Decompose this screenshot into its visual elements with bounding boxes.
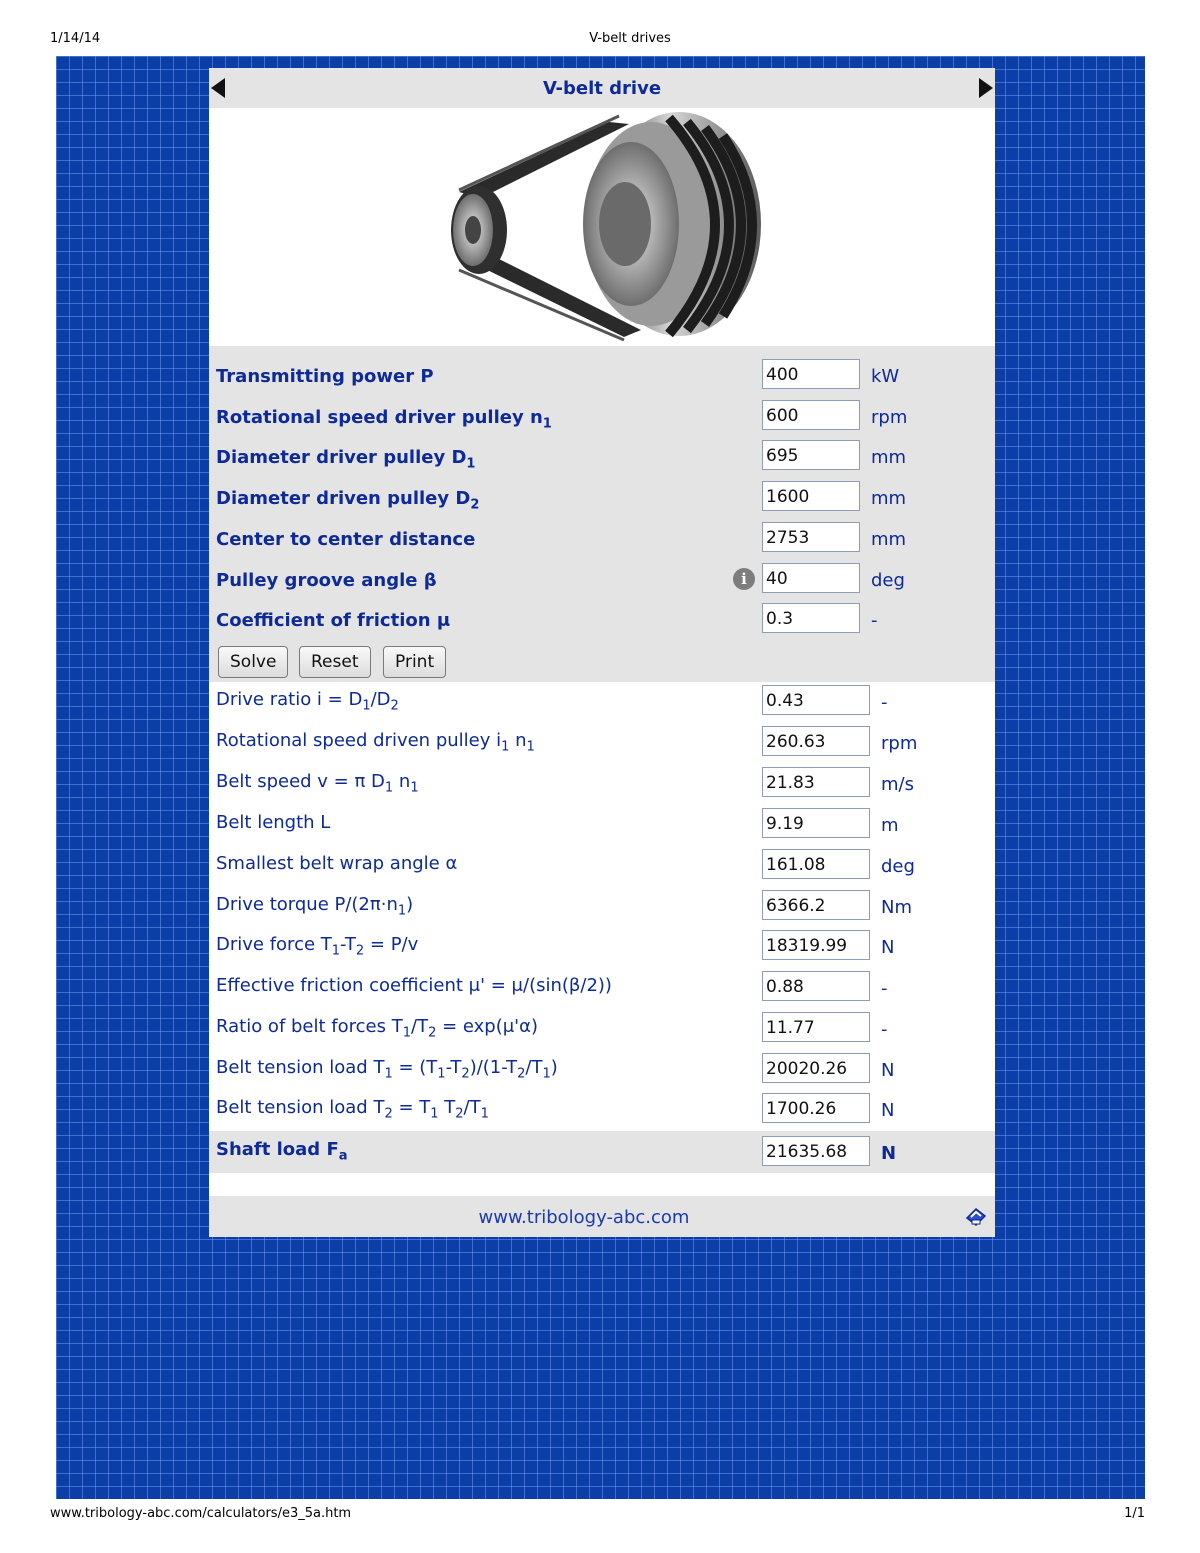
input-field[interactable]: 2753	[762, 522, 860, 552]
arrow-right-icon[interactable]	[979, 78, 993, 98]
input-unit: -	[871, 610, 878, 631]
result-field[interactable]: 1700.26	[762, 1093, 870, 1123]
result-label: Belt length L	[216, 812, 331, 833]
reset-button[interactable]: Reset	[299, 646, 371, 678]
result-field[interactable]: 6366.2	[762, 890, 870, 920]
print-header	[0, 31, 1200, 51]
result-row	[209, 971, 995, 1009]
result-unit: m	[881, 815, 899, 836]
print-title: V-belt drives	[589, 31, 671, 46]
result-label: Drive ratio $i = D_1/D_2$	[216, 689, 399, 714]
input-row	[209, 481, 995, 519]
result-row	[209, 1012, 995, 1050]
result-label: Rotational speed driven pulley $i_1$ $n_1$	[216, 730, 535, 755]
input-unit: mm	[871, 447, 907, 468]
solve-button[interactable]: Solve	[218, 646, 288, 678]
result-label: Belt tension load $T_2 = T_1$ $T_2/T_1$	[216, 1097, 489, 1122]
input-field[interactable]: 40	[762, 563, 860, 593]
result-label: Drive torque $P/(2\pi\cdot n_1)$	[216, 894, 414, 919]
result-row	[209, 726, 995, 764]
result-label: Belt speed v = π $D_1$ $n_1$	[216, 771, 419, 796]
print-page-number: 1/1	[1124, 1506, 1145, 1521]
result-field[interactable]: 11.77	[762, 1012, 870, 1042]
print-button[interactable]: Print	[383, 646, 446, 678]
result-unit: -	[881, 1019, 888, 1040]
input-row	[209, 563, 995, 601]
result-field[interactable]: 0.43	[762, 685, 870, 715]
input-unit: kW	[871, 366, 900, 387]
input-label: Rotational speed driver pulley $n_1$	[216, 407, 552, 432]
input-label: Diameter driver pulley $D_1$	[216, 447, 476, 472]
result-field[interactable]: 161.08	[762, 849, 870, 879]
result-row	[209, 1093, 995, 1131]
shaft-load-row	[209, 1131, 995, 1173]
result-row	[209, 685, 995, 723]
result-field[interactable]: 260.63	[762, 726, 870, 756]
result-unit: m/s	[881, 774, 914, 795]
calculator-panel	[209, 68, 995, 1237]
input-unit: mm	[871, 529, 907, 550]
print-footer	[0, 1506, 1200, 1526]
result-field[interactable]: 18319.99	[762, 930, 870, 960]
result-row	[209, 767, 995, 805]
site-link[interactable]: www.tribology-abc.com	[478, 1207, 690, 1228]
input-row	[209, 359, 995, 397]
result-unit: -	[881, 978, 888, 999]
input-field[interactable]: 695	[762, 440, 860, 470]
result-row	[209, 890, 995, 928]
input-row	[209, 400, 995, 438]
result-unit: rpm	[881, 733, 918, 754]
result-row	[209, 808, 995, 846]
print-url: www.tribology-abc.com/calculators/e3_5a.htm	[50, 1506, 352, 1521]
title-bar	[209, 68, 995, 108]
input-label: Center to center distance	[216, 529, 476, 550]
result-label: Belt tension load $T_1 = (T_1-T_2)/(1-T_2/T_1)$	[216, 1057, 558, 1082]
input-unit: mm	[871, 488, 907, 509]
input-row	[209, 522, 995, 560]
page-title: V-belt drive	[542, 78, 662, 99]
input-row	[209, 603, 995, 641]
footer-bar	[209, 1196, 995, 1237]
result-label: Effective friction coefficient μ' = μ/(sin(β/2))	[216, 975, 612, 996]
input-unit: deg	[871, 570, 905, 591]
shaft-load-field[interactable]: 21635.68	[762, 1136, 870, 1166]
input-field[interactable]: 600	[762, 400, 860, 430]
input-field[interactable]: 400	[762, 359, 860, 389]
result-unit: N	[881, 937, 895, 958]
input-label: Diameter driven pulley $D_2$	[216, 488, 480, 513]
input-unit: rpm	[871, 407, 908, 428]
print-date: 1/14/14	[50, 31, 101, 46]
input-label: Coefficient of friction μ	[216, 610, 451, 631]
result-row	[209, 1053, 995, 1091]
shaft-load-unit: N	[881, 1143, 897, 1164]
result-unit: deg	[881, 856, 915, 877]
result-label: Smallest belt wrap angle α	[216, 853, 458, 874]
result-unit: N	[881, 1060, 895, 1081]
result-field[interactable]: 20020.26	[762, 1053, 870, 1083]
input-row	[209, 440, 995, 478]
result-label: Drive force $T_1-T_2 = P/v$	[216, 934, 419, 959]
result-field[interactable]: 21.83	[762, 767, 870, 797]
shaft-load-label: Shaft load $F_a$	[216, 1139, 348, 1164]
result-row	[209, 849, 995, 887]
result-unit: Nm	[881, 897, 912, 918]
result-unit: N	[881, 1100, 895, 1121]
result-field[interactable]: 9.19	[762, 808, 870, 838]
input-field[interactable]: 1600	[762, 481, 860, 511]
result-label: Ratio of belt forces $T_1/T_2 = \exp(\mu'\alpha)$	[216, 1016, 539, 1041]
input-label: Transmitting power P	[216, 366, 434, 387]
input-field[interactable]: 0.3	[762, 603, 860, 633]
result-unit: -	[881, 692, 888, 713]
v-belt-pulley-image	[419, 112, 785, 342]
print-icon[interactable]	[963, 1204, 989, 1230]
result-field[interactable]: 0.88	[762, 971, 870, 1001]
input-label: Pulley groove angle β	[216, 570, 437, 591]
info-icon[interactable]: i	[733, 568, 755, 590]
result-row	[209, 930, 995, 968]
